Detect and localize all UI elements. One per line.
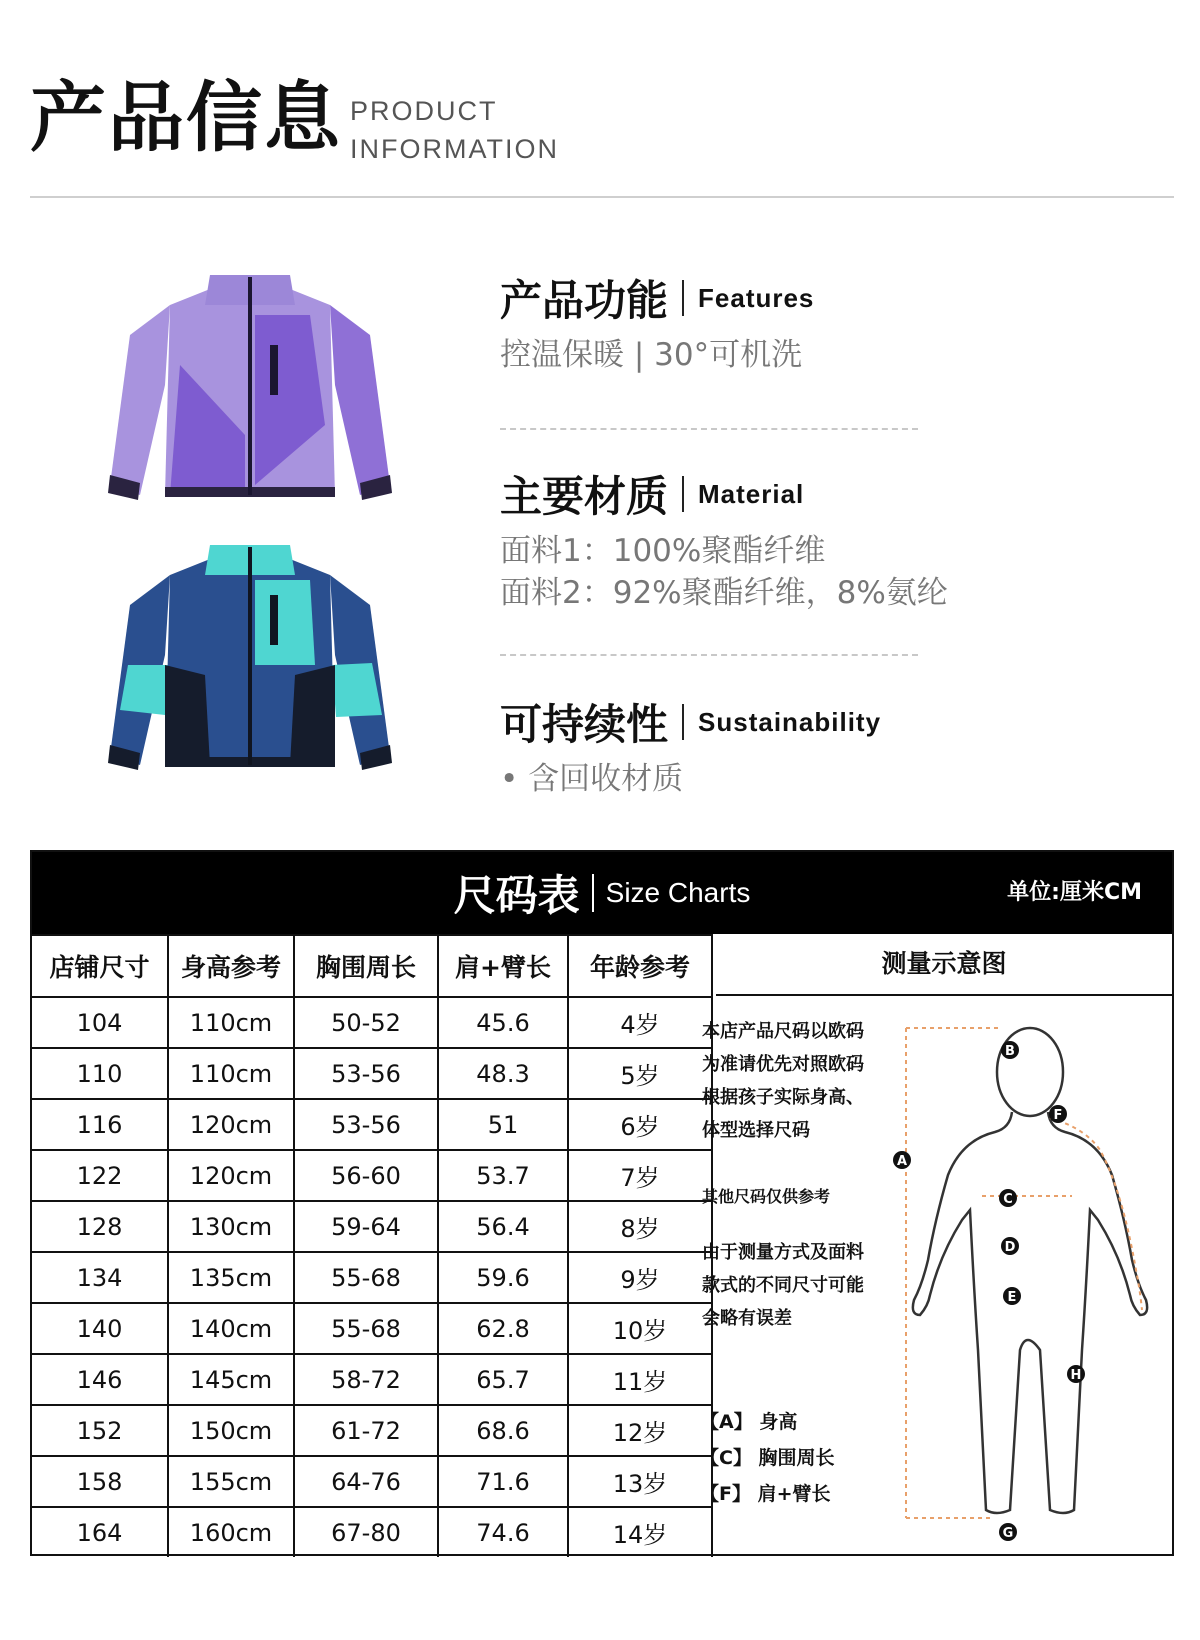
table-cell: 62.8: [438, 1303, 568, 1354]
table-cell: 110: [32, 1048, 168, 1099]
table-cell: 4岁: [568, 997, 712, 1048]
table-cell: 104: [32, 997, 168, 1048]
table-cell: 53-56: [294, 1048, 438, 1099]
table-row: [32, 1099, 712, 1150]
svg-text:G: G: [1002, 1526, 1014, 1541]
features-section: [500, 272, 814, 376]
title-separator: [592, 874, 594, 912]
table-cell: 48.3: [438, 1048, 568, 1099]
table-cell: 150cm: [168, 1405, 294, 1456]
table-row: [32, 1150, 712, 1201]
table-row: [32, 1507, 712, 1557]
section-divider: [500, 654, 918, 656]
sustainability-title-en: Sustainability: [698, 706, 882, 737]
table-cell: 59-64: [294, 1201, 438, 1252]
table-cell: 71.6: [438, 1456, 568, 1507]
note-line: 体型选择尺码: [702, 1120, 810, 1141]
table-cell: 158: [32, 1456, 168, 1507]
note-line: 款式的不同尺寸可能: [702, 1275, 864, 1296]
title-separator: [682, 280, 684, 316]
title-separator: [682, 476, 684, 512]
svg-text:F: F: [1053, 1108, 1063, 1123]
table-cell: 53.7: [438, 1150, 568, 1201]
blue-jacket-image: [110, 545, 390, 795]
table-cell: 12岁: [568, 1405, 712, 1456]
table-cell: 10岁: [568, 1303, 712, 1354]
table-cell: 11岁: [568, 1354, 712, 1405]
body-outline: [913, 1028, 1147, 1513]
table-cell: 145cm: [168, 1354, 294, 1405]
size-chart-title: 尺码表: [453, 871, 580, 920]
section-divider: [500, 428, 918, 430]
size-chart-title-en: Size Charts: [605, 877, 751, 908]
svg-text:H: H: [1070, 1368, 1082, 1383]
sustainability-section: [500, 696, 881, 800]
svg-text:B: B: [1005, 1044, 1015, 1059]
page-subtitle: [350, 92, 559, 168]
table-cell: 134: [32, 1252, 168, 1303]
note-line: 由于测量方式及面料: [702, 1242, 864, 1263]
features-body: 控温保暖 | 30°可机洗: [500, 337, 803, 373]
table-cell: 55-68: [294, 1252, 438, 1303]
table-cell: 13岁: [568, 1456, 712, 1507]
table-cell: 56-60: [294, 1150, 438, 1201]
subtitle-line-1: PRODUCT: [350, 96, 498, 126]
table-row: [32, 1456, 712, 1507]
material-title: 主要材质: [500, 472, 669, 521]
table-cell: 152: [32, 1405, 168, 1456]
features-title-en: Features: [698, 282, 815, 313]
material-line-1: 面料1：100%聚酯纤维: [500, 533, 826, 569]
table-cell: 14岁: [568, 1507, 712, 1557]
note-other-sizes: 其他尺码仅供参考: [702, 1187, 831, 1206]
subtitle-line-2: INFORMATION: [350, 134, 559, 164]
table-cell: 128: [32, 1201, 168, 1252]
table-cell: 45.6: [438, 997, 568, 1048]
table-cell: 160cm: [168, 1507, 294, 1557]
table-cell: 59.6: [438, 1252, 568, 1303]
measurement-lines: [906, 1028, 1142, 1518]
purple-jacket-image: [110, 275, 390, 525]
table-cell: 55-68: [294, 1303, 438, 1354]
table-cell: 122: [32, 1150, 168, 1201]
table-cell: 9岁: [568, 1252, 712, 1303]
unit-label: 单位:厘米CM: [1007, 880, 1142, 905]
table-cell: 61-72: [294, 1405, 438, 1456]
table-cell: 155cm: [168, 1456, 294, 1507]
marker-a: [893, 1151, 911, 1169]
table-cell: 120cm: [168, 1099, 294, 1150]
legend-item-f: 【F】 肩+臂长: [700, 1483, 831, 1505]
table-cell: 110cm: [168, 997, 294, 1048]
table-cell: 74.6: [438, 1507, 568, 1557]
table-cell: 8岁: [568, 1201, 712, 1252]
sustainability-title: 可持续性: [500, 700, 669, 749]
size-table: [32, 934, 713, 1557]
table-row: [32, 1048, 712, 1099]
svg-text:A: A: [896, 1154, 908, 1169]
note-line: 为准请优先对照欧码: [702, 1054, 864, 1075]
material-title-en: Material: [698, 478, 805, 509]
table-cell: 135cm: [168, 1252, 294, 1303]
table-cell: 53-56: [294, 1099, 438, 1150]
marker-e: [1003, 1287, 1021, 1305]
svg-text:C: C: [1003, 1192, 1013, 1207]
marker-g: [999, 1523, 1017, 1541]
title-separator: [682, 704, 684, 740]
note-line: 根据孩子实际身高、: [702, 1087, 864, 1108]
table-cell: 140: [32, 1303, 168, 1354]
svg-text:E: E: [1007, 1290, 1017, 1305]
table-cell: 68.6: [438, 1405, 568, 1456]
measurement-legend: [700, 1404, 835, 1512]
marker-b: [1001, 1041, 1019, 1059]
marker-d: [1001, 1237, 1019, 1255]
legend-item-a: 【A】 身高: [700, 1411, 798, 1433]
marker-h: [1067, 1365, 1085, 1383]
table-cell: 110cm: [168, 1048, 294, 1099]
column-header: 肩+臂长: [438, 935, 568, 997]
table-row: [32, 1201, 712, 1252]
table-row: [32, 1252, 712, 1303]
table-cell: 164: [32, 1507, 168, 1557]
measurement-notes: [702, 1015, 864, 1147]
table-cell: 7岁: [568, 1150, 712, 1201]
table-cell: 146: [32, 1354, 168, 1405]
table-row: [32, 1405, 712, 1456]
marker-f: [1049, 1105, 1067, 1123]
note-line: 会略有误差: [702, 1308, 792, 1329]
legend-item-c: 【C】 胸围周长: [700, 1447, 835, 1469]
table-cell: 116: [32, 1099, 168, 1150]
material-section: [500, 468, 948, 614]
sustainability-body: • 含回收材质: [500, 761, 684, 797]
page-title: 产品信息: [30, 73, 342, 162]
column-header: 身高参考: [168, 935, 294, 997]
measurement-disclaimer: [702, 1236, 864, 1335]
table-row: [32, 1303, 712, 1354]
table-row: [32, 997, 712, 1048]
column-header: 年龄参考: [568, 935, 712, 997]
column-header: 胸围周长: [294, 935, 438, 997]
table-cell: 130cm: [168, 1201, 294, 1252]
table-cell: 67-80: [294, 1507, 438, 1557]
material-body: [500, 530, 948, 614]
table-cell: 51: [438, 1099, 568, 1150]
material-line-2: 面料2：92%聚酯纤维，8%氨纶: [500, 575, 948, 611]
table-cell: 50-52: [294, 997, 438, 1048]
marker-c: [999, 1189, 1017, 1207]
table-cell: 6岁: [568, 1099, 712, 1150]
size-chart-header: [32, 852, 1172, 934]
body-measurement-diagram: [896, 1010, 1150, 1541]
table-cell: 140cm: [168, 1303, 294, 1354]
features-title: 产品功能: [500, 276, 669, 325]
table-cell: 56.4: [438, 1201, 568, 1252]
table-cell: 64-76: [294, 1456, 438, 1507]
svg-text:D: D: [1004, 1240, 1016, 1255]
diagram-header: 测量示意图: [716, 934, 1172, 996]
table-cell: 5岁: [568, 1048, 712, 1099]
table-cell: 120cm: [168, 1150, 294, 1201]
header-divider: [30, 196, 1174, 198]
table-row: [32, 1354, 712, 1405]
table-cell: 65.7: [438, 1354, 568, 1405]
table-cell: 58-72: [294, 1354, 438, 1405]
measurement-markers: [893, 1041, 1085, 1541]
note-line: 本店产品尺码以欧码: [702, 1021, 864, 1042]
column-header: 店铺尺寸: [32, 935, 168, 997]
